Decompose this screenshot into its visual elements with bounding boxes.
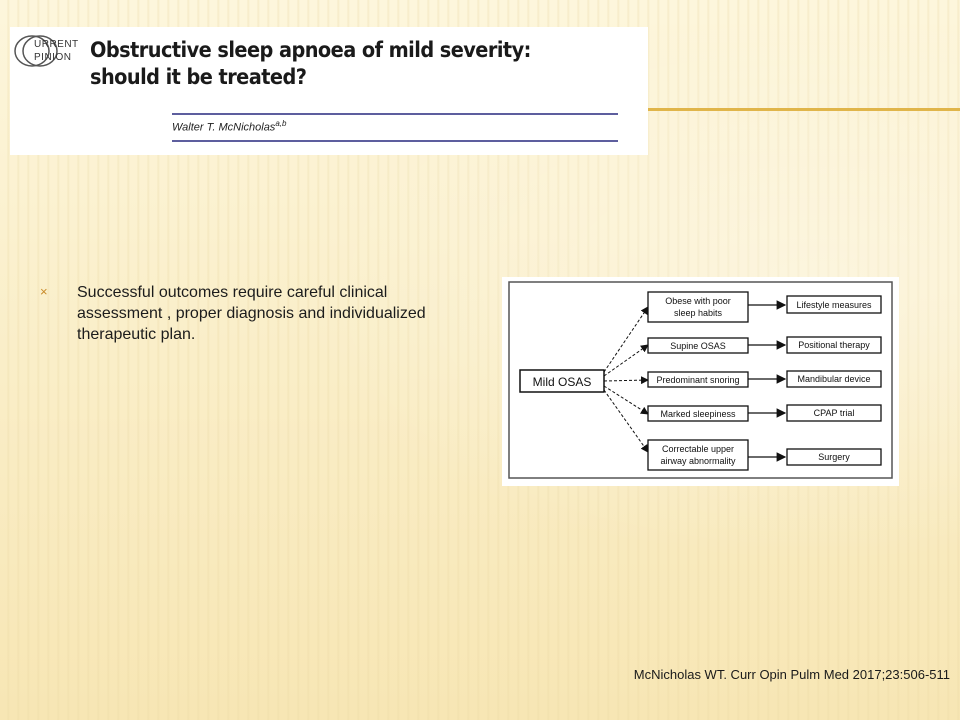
arrow-root-3 (604, 380, 648, 381)
node-treatment-2-label: Positional therapy (798, 340, 870, 350)
logo-text-1: URRENT (34, 39, 79, 50)
citation: McNicholas WT. Curr Opin Pulm Med 2017;23:506-511 (633, 667, 950, 682)
bullet-item: Successful outcomes require careful clinical assessment , proper diagnosis and individualized therapeutic plan. (77, 284, 426, 343)
arrow-root-1 (604, 307, 648, 372)
article-title (90, 37, 587, 91)
node-treatment-1-label: Lifestyle measures (796, 300, 872, 310)
node-condition-5-line1: Correctable upper (661, 444, 735, 454)
logo-text-2: PINION (34, 52, 72, 63)
node-condition-2-label: Supine OSAS (670, 341, 726, 351)
node-condition-4-label: Marked sleepiness (660, 409, 736, 419)
node-condition-1-line1: Obese with poor (665, 296, 731, 306)
node-treatment-4-label: CPAP trial (813, 408, 855, 418)
node-treatment-3-label: Mandibular device (797, 374, 871, 384)
article-title-line2: should it be treated? (90, 65, 307, 89)
bullet-icon: × (40, 284, 48, 299)
arrow-root-2 (604, 345, 648, 376)
title-rule-top (172, 113, 618, 115)
current-opinion-logo (12, 33, 79, 69)
node-condition-3-label: Predominant snoring (656, 375, 740, 385)
author-superscript: a,b (275, 119, 287, 128)
node-mild-osas-label: Mild OSAS (532, 375, 592, 389)
node-treatment-5-label: Surgery (818, 452, 850, 462)
arrow-root-5 (604, 390, 648, 452)
node-condition-5-line2: airway abnormality (660, 456, 736, 466)
accent-line (648, 108, 960, 111)
treatment-flow-diagram (502, 277, 899, 486)
node-condition-1-line2: sleep habits (673, 308, 723, 318)
article-header-image (10, 27, 648, 155)
article-title-line1: Obstructive sleep apnoea of mild severity: (90, 38, 531, 62)
article-author: Walter T. McNicholas$^{a,b}$ (172, 119, 287, 134)
title-rule-bottom (172, 140, 618, 142)
